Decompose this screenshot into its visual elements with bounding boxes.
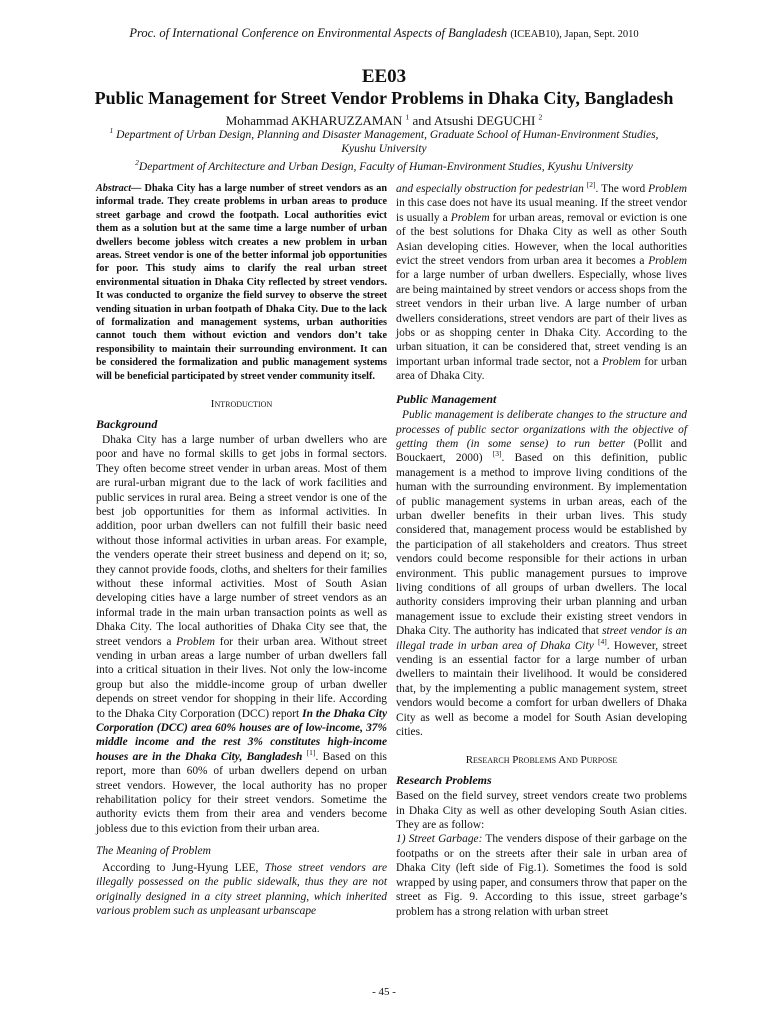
abstract-text: Dhaka City has a large number of street vendors as an informal trade. They create problems in urban areas to produce street garbage and crowd the footpath. Local authorities evict them as a solution but at the same time a large number of urban dwellers become jobless witch creates a new problem in urban areas. Street vendor is one of the better informal job opportunities for poor. This study aims to clarify the real urban street environmental situation in Dhaka City reflected by street vendors. It was conducted to organize the field survey to observe the street vending situation in urban footpath of Dhaka City. Due to the lack of formalization and management systems, urban authorities cannot touch them without eviction and vendors don’t take responsibility to maintain their surrounding environment. It can be considered the formalization and public management systems will be beneficial participated by street vender community itself. xyxy=(96,183,387,382)
pm-ref-4: [4] xyxy=(598,636,607,646)
paper-title: Public Management for Street Vendor Problems in Dhaka City, Bangladesh xyxy=(94,88,674,108)
meaning-paragraph xyxy=(96,861,387,919)
section-research-problems-purpose: Research Problems And Purpose xyxy=(465,754,618,767)
author-1: Mohammad AKHARUZZAMAN xyxy=(225,113,403,128)
abstract xyxy=(96,182,387,383)
affiliation-1 xyxy=(100,128,668,156)
subsection-background: Background xyxy=(96,416,158,431)
r-problem-2: Problem xyxy=(450,211,490,224)
bg-quote: In the Dhaka City Corporation (DCC) area 60% houses are of low-income, 37% middle income and the rest 3% constitutes high-income houses are in the Dhaka City, Bangladesh xyxy=(96,707,388,763)
r-ref: [2] xyxy=(586,180,596,190)
affiliation-1-text: Department of Urban Design, Planning and Disaster Management, Graduate School of Human-Environment Studies, Kyushu University xyxy=(113,129,659,155)
public-management-paragraph xyxy=(396,408,687,739)
research-problems-paragraph: Based on the field survey, street vendors create two problems in Dhaka City as well as other developing South Asian cities. They are as follow: xyxy=(396,790,687,832)
meaning-text: According to Jung-Hyung LEE, xyxy=(102,861,265,874)
subsection-meaning: The Meaning of Problem xyxy=(96,845,211,858)
r-text-2: in this case does not have its usual meaning. If the street vendor is usually a xyxy=(396,197,687,224)
background-paragraph xyxy=(96,433,387,836)
sg-lead: 1) Street Garbage: xyxy=(396,833,483,846)
bg-problem: Problem xyxy=(176,635,215,648)
pm-quote-2: street vendor is an illegal trade in urban area of Dhaka City xyxy=(396,625,687,652)
authors xyxy=(0,113,768,129)
affiliation-1-sup: 1 xyxy=(109,126,114,136)
affiliation-2-sup: 2 xyxy=(135,158,139,168)
abstract-lead: Abstract— xyxy=(96,183,142,194)
pm-ref-3: [3] xyxy=(492,449,502,459)
sg-text: The venders dispose of their garbage on the footpaths or on the streets after their sale in urban area of Dhaka City (left side of Fig.1). Sometimes the food is sold wrapped by using paper, and consumers throw that paper on the street as Fig. 9. According to this issue, street garbage’s problem has a strong relation with urban street xyxy=(396,833,687,918)
pm-text-2: . However, street vending is an essential factor for a large number of urban dwellers to maintain their livelihood. It would be considered that, by the implementing a public management system, street vendors would become a comfort for urban dwellers of Dhaka City as well as become a model for South Asian developing cities. xyxy=(396,639,687,739)
street-garbage-paragraph xyxy=(396,832,687,918)
r-quote: and especially obstruction for pedestrian xyxy=(396,183,584,195)
header-proceedings: Proc. of International Conference on Environmental Aspects of Bangladesh xyxy=(129,26,508,40)
affiliation-2-text: Department of Architecture and Urban Design, Faculty of Human-Environment Studies, Kyushu University xyxy=(138,161,633,173)
author-2-sup: 2 xyxy=(538,112,543,122)
bg-text-2: for their urban area. Without street vending in urban areas a large number of urban dwellers fall into a critical situation in their lives. Not only the low-income group but also the middle-income group of urban dweller depends on street vendor for shopping in their life. According to the Dhaka City Corporation (DCC) report xyxy=(96,635,387,720)
author-2: and Atsushi DEGUCHI xyxy=(409,113,536,128)
affiliation-2 xyxy=(100,160,668,174)
pm-quote: Public management is deliberate changes to the structure and processes of public sector organizations with the objective of getting them (in some sense) to run better xyxy=(396,409,687,450)
r-problem-4: Problem xyxy=(601,355,641,368)
r-text-3: for urban areas, removal or eviction is one of the best solutions for Dhaka City as well as other South Asian developing cities. However, when the local authorities evict the street vendors from urban area it becomes a xyxy=(396,211,687,268)
pm-text-1: . Based on this definition, public management is a method to improve living conditions of the human with the surrounding environment. By implementation of public management systems in urban areas, each of the urban dweller benefits in their urban lives. This study considered that, management process would be established by the participation of all stakeholders and creators. Thus street vendors could become responsible for their actions in urban environment. This public management pursues to improve living conditions of all groups of urban dwellers. The local authority considers improving their urban planning and urban management issue to exclude their existing street vendors in Dhaka City. The authority has indicated that xyxy=(396,452,687,638)
right-column xyxy=(396,182,687,919)
author-1-sup: 1 xyxy=(405,112,410,122)
subsection-public-management: Public Management xyxy=(396,391,497,406)
subsection-research-problems: Research Problems xyxy=(396,772,492,787)
bg-ref: [1] xyxy=(306,748,316,758)
bg-text-3: . Based on this report, more than 60% of urban dwellers depend on urban street vendors. However, the local authority has no proper rehabilitation policy for their street vendors. Sometime the authority evicts them from their area and venders become jobless due to this eviction from their urban area. xyxy=(96,750,387,835)
meaning-quote: Those street vendors are illegally possessed on the public sidewalk, thus they are not originally designed in a city street planning, which inherited various problem such as unpleasant urbanscape xyxy=(96,861,387,917)
meaning-continued xyxy=(396,182,687,384)
left-column xyxy=(96,182,387,918)
r-text-5: for urban area of Dhaka City. xyxy=(396,355,687,383)
header-proceedings-tail: (ICEAB10), Japan, Sept. 2010 xyxy=(510,29,639,40)
paper-code: EE03 xyxy=(361,66,407,87)
pm-cite: (Pollit and Bouckaert, 2000) xyxy=(396,437,687,465)
bg-text-1: Dhaka City has a large number of urban dwellers who are poor and have no formal skills to get jobs in formal sectors. They often become street vender in urban areas. Most of them are rural-urban migrant due to the lack of work facilities and public services in rural area. Being a street vendor is one of the best job opportunities for them as informal activities. In addition, poor urban dwellers can not fulfill their basic need without those informal activities in urban areas. For example, the venders operate their street business and depend on it; so, they cannot provide foods, cloths, and shelters for their families without these informal activities. Most of South Asian developing cities have a large number of street vendors as an informal trade in the main urban transaction points as well as Dhaka City. The local authorities of Dhaka City see that, the street vendors a xyxy=(96,433,387,648)
r-text-4: for a large number of urban dwellers. Especially, whose lives are being maintained by street vendors or access shops from the street vendors in their urban live. A large number of urban dwellers considerations, street vendors are part of their lives as jobs or as shopping center in Dhaka City. According to the urban situation, it can be considered that, street vending is an important urban informal trade sector, not a xyxy=(396,269,688,368)
r-problem-1: Problem xyxy=(648,183,687,195)
section-introduction: Introduction xyxy=(210,398,273,411)
r-text-1: . The word xyxy=(595,183,649,195)
page-number: - 45 - xyxy=(372,986,396,998)
running-header xyxy=(0,26,768,41)
r-problem-3: Problem xyxy=(648,255,687,268)
